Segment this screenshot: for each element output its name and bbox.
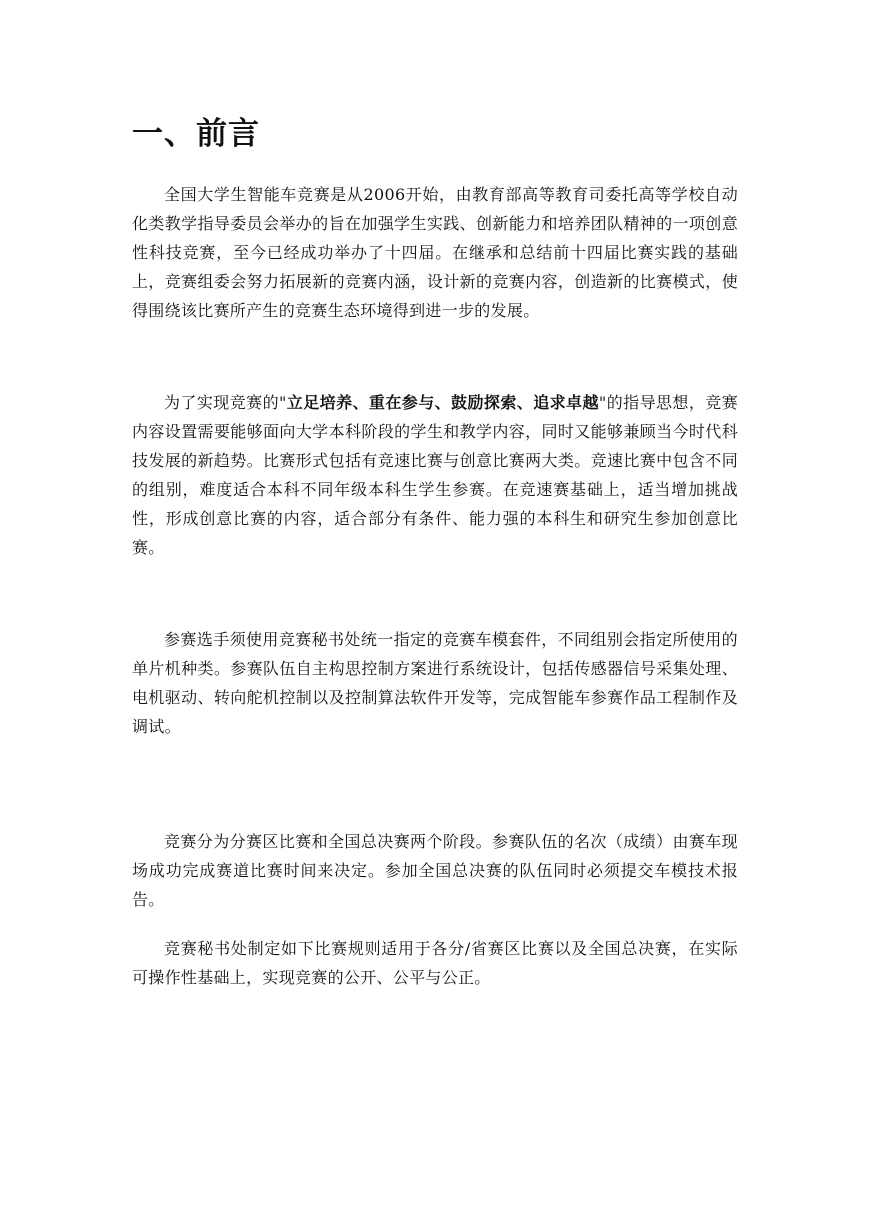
paragraph-car-kit: 参赛选手须使用竞赛秘书处统一指定的竞赛车模套件，不同组别会指定所使用的单片机种类。参赛队伍自主构思控制方案进行系统设计，包括传感器信号采集处理、电机驱动、转向舵机控制以及控制算法软件开发等，完成智能车参赛作品工程制作及调试。 (132, 630, 738, 736)
paragraph-stages: 竞赛分为分赛区比赛和全国总决赛两个阶段。参赛队伍的名次（成绩）由赛车现场成功完成赛道比赛时间来决定。参加全国总决赛的队伍同时必须提交车模技术报告。 (132, 832, 738, 909)
paragraph-guiding-idea-rest: "的指导思想，竞赛内容设置需要能够面向大学本科阶段的学生和教学内容，同时又能够兼顾当今时代科技发展的新趋势。比赛形式包括有竞速比赛与创意比赛两大类。竞速比赛中包含不同的组别，难度适合本科不同年级本科生学生参赛。在竞速赛基础上，适当增加挑战性，形成创意比赛的内容，适合部分有条件、能力强的本科生和研究生参加创意比赛。 (132, 393, 739, 557)
paragraph-rules: 竞赛秘书处制定如下比赛规则适用于各分/省赛区比赛以及全国总决赛，在实际可操作性基础上，实现竞赛的公开、公平与公正。 (132, 939, 738, 987)
guiding-idea-bold-text: 立足培养、重在参与、鼓励探索、追求卓越 (286, 393, 599, 412)
paragraph-guiding-idea-start: 为了实现竞赛的" (164, 393, 287, 412)
paragraph-guiding-idea (132, 388, 738, 562)
section-heading: 一、前言 (132, 116, 260, 152)
paragraph-intro: 全国大学生智能车竞赛是从2006开始，由教育部高等教育司委托高等学校自动化类教学指导委员会举办的旨在加强学生实践、创新能力和培养团队精神的一项创意性科技竞赛，至今已经成功举办了十四届。在继承和总结前十四届比赛实践的基础上，竞赛组委会努力拓展新的竞赛内涵，设计新的竞赛内容，创造新的比赛模式，使得围绕该比赛所产生的竞赛生态环境得到进一步的发展。 (132, 185, 738, 320)
